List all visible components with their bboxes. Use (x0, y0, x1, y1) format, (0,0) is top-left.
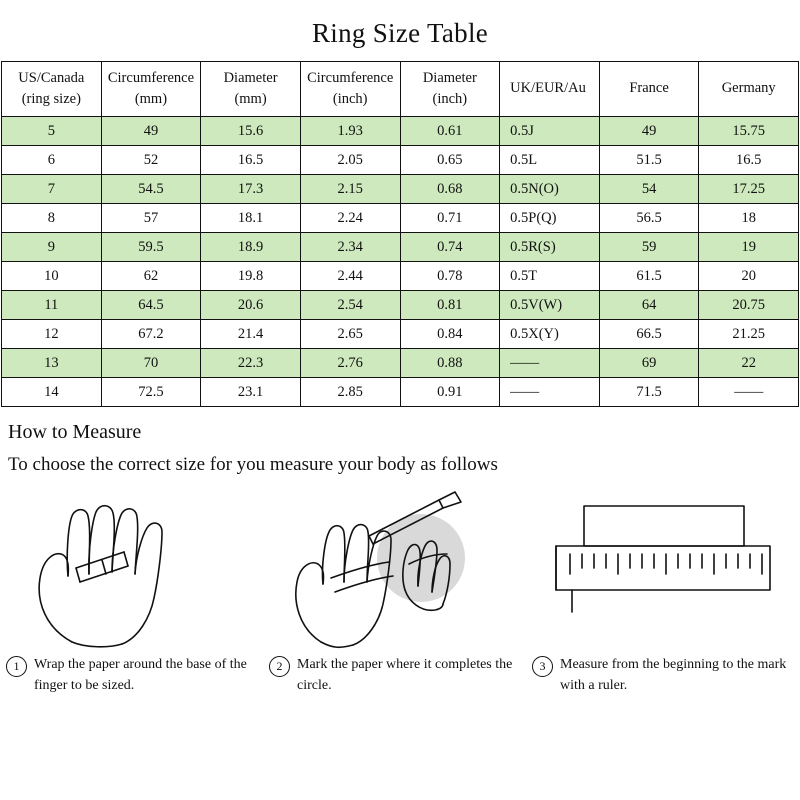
cell-diameter-inch: 0.68 (400, 175, 500, 204)
cell-circumference-mm: 54.5 (101, 175, 201, 204)
cell-us-size: 12 (2, 320, 102, 349)
col-header-line1: Diameter (223, 69, 278, 86)
cell-diameter-mm: 15.6 (201, 117, 301, 146)
cell-circumference-inch: 1.93 (300, 117, 400, 146)
cell-uk-eur-au: 0.5L (500, 146, 600, 175)
table-header (2, 62, 799, 117)
cell-germany: 21.25 (699, 320, 799, 349)
hand-marking-paper-icon (269, 482, 531, 652)
cell-diameter-mm: 16.5 (201, 146, 301, 175)
cell-diameter-inch: 0.65 (400, 146, 500, 175)
cell-circumference-inch: 2.76 (300, 349, 400, 378)
col-header-uk-eur-au (500, 62, 600, 117)
cell-us-size: 13 (2, 349, 102, 378)
step-number-icon: 2 (269, 656, 290, 677)
cell-germany: 17.25 (699, 175, 799, 204)
col-header-france (599, 62, 699, 117)
cell-france: 71.5 (599, 378, 699, 407)
cell-france: 54 (599, 175, 699, 204)
illustration-step-2 (269, 482, 531, 652)
step-1 (6, 654, 268, 696)
cell-france: 64 (599, 291, 699, 320)
cell-circumference-inch: 2.24 (300, 204, 400, 233)
cell-france: 59 (599, 233, 699, 262)
col-header-line2: (inch) (332, 91, 368, 107)
cell-diameter-mm: 23.1 (201, 378, 301, 407)
cell-diameter-mm: 22.3 (201, 349, 301, 378)
cell-circumference-inch: 2.44 (300, 262, 400, 291)
col-header-line1: France (629, 80, 669, 97)
ruler-measure-icon (532, 482, 794, 652)
steps-row (0, 652, 800, 696)
illustration-step-1 (6, 482, 268, 652)
table-row (2, 117, 799, 146)
cell-circumference-inch: 2.15 (300, 175, 400, 204)
table-row (2, 320, 799, 349)
table-body (2, 117, 799, 407)
col-header-line1: US/Canada (18, 69, 85, 86)
cell-diameter-inch: 0.81 (400, 291, 500, 320)
cell-diameter-mm: 20.6 (201, 291, 301, 320)
cell-france: 61.5 (599, 262, 699, 291)
cell-us-size: 6 (2, 146, 102, 175)
cell-france: 56.5 (599, 204, 699, 233)
cell-diameter-inch: 0.78 (400, 262, 500, 291)
cell-uk-eur-au: 0.5J (500, 117, 600, 146)
col-header-line1: Circumference (107, 69, 195, 86)
cell-uk-eur-au: 0.5N(O) (500, 175, 600, 204)
table-header-row (2, 62, 799, 117)
how-to-measure-subheading: To choose the correct size for you measure your body as follows (8, 454, 498, 475)
hand-with-paper-icon (6, 482, 268, 652)
cell-circumference-inch: 2.54 (300, 291, 400, 320)
table-row (2, 378, 799, 407)
col-header-line2: (inch) (432, 91, 468, 107)
cell-us-size: 5 (2, 117, 102, 146)
col-header-line1: Circumference (307, 69, 394, 86)
cell-france: 51.5 (599, 146, 699, 175)
cell-germany: 20 (699, 262, 799, 291)
cell-circumference-mm: 70 (101, 349, 201, 378)
cell-circumference-mm: 57 (101, 204, 201, 233)
col-header-line2: (mm) (234, 91, 267, 107)
cell-diameter-inch: 0.88 (400, 349, 500, 378)
cell-germany: 19 (699, 233, 799, 262)
cell-circumference-mm: 59.5 (101, 233, 201, 262)
cell-france: 66.5 (599, 320, 699, 349)
cell-uk-eur-au: 0.5X(Y) (500, 320, 600, 349)
cell-circumference-mm: 49 (101, 117, 201, 146)
cell-germany: 22 (699, 349, 799, 378)
table-row (2, 204, 799, 233)
table-row (2, 291, 799, 320)
cell-circumference-mm: 67.2 (101, 320, 201, 349)
table-row (2, 262, 799, 291)
cell-circumference-inch: 2.85 (300, 378, 400, 407)
cell-france: 49 (599, 117, 699, 146)
cell-uk-eur-au: 0.5T (500, 262, 600, 291)
cell-diameter-inch: 0.71 (400, 204, 500, 233)
cell-diameter-inch: 0.91 (400, 378, 500, 407)
cell-france: 69 (599, 349, 699, 378)
ring-size-table (1, 61, 799, 407)
step-text: Mark the paper where it completes the circle. (297, 657, 513, 693)
cell-circumference-inch: 2.05 (300, 146, 400, 175)
col-header-line1: Germany (721, 80, 776, 97)
col-header-circumference-inch (300, 62, 400, 117)
cell-uk-eur-au: 0.5P(Q) (500, 204, 600, 233)
cell-us-size: 14 (2, 378, 102, 407)
cell-diameter-mm: 18.9 (201, 233, 301, 262)
cell-diameter-inch: 0.74 (400, 233, 500, 262)
col-header-diameter-mm (201, 62, 301, 117)
cell-uk-eur-au: —— (500, 378, 600, 407)
cell-diameter-inch: 0.84 (400, 320, 500, 349)
cell-uk-eur-au: —— (500, 349, 600, 378)
cell-us-size: 7 (2, 175, 102, 204)
illustration-step-3 (532, 482, 794, 652)
step-text: Measure from the beginning to the mark with a ruler. (560, 657, 787, 693)
illustrations-row (0, 476, 800, 652)
cell-circumference-mm: 62 (101, 262, 201, 291)
cell-uk-eur-au: 0.5R(S) (500, 233, 600, 262)
table-row (2, 146, 799, 175)
col-header-diameter-inch (400, 62, 500, 117)
col-header-line2: (mm) (134, 91, 168, 107)
table-row (2, 349, 799, 378)
cell-diameter-mm: 21.4 (201, 320, 301, 349)
table-row (2, 233, 799, 262)
table-row (2, 175, 799, 204)
cell-us-size: 11 (2, 291, 102, 320)
step-3 (532, 654, 794, 696)
step-2 (269, 654, 531, 696)
cell-diameter-mm: 18.1 (201, 204, 301, 233)
col-header-line1: Diameter (422, 69, 477, 86)
col-header-circumference-mm (101, 62, 201, 117)
cell-germany: 18 (699, 204, 799, 233)
page-title: Ring Size Table (311, 18, 489, 48)
col-header-us-canada (2, 62, 102, 117)
step-number-icon: 3 (532, 656, 553, 677)
cell-germany: —— (699, 378, 799, 407)
cell-germany: 20.75 (699, 291, 799, 320)
cell-diameter-mm: 17.3 (201, 175, 301, 204)
cell-germany: 16.5 (699, 146, 799, 175)
cell-circumference-mm: 72.5 (101, 378, 201, 407)
cell-us-size: 8 (2, 204, 102, 233)
cell-diameter-inch: 0.61 (400, 117, 500, 146)
cell-circumference-inch: 2.34 (300, 233, 400, 262)
step-text: Wrap the paper around the base of the finger to be sized. (34, 657, 247, 693)
step-number-icon: 1 (6, 656, 27, 677)
cell-circumference-mm: 64.5 (101, 291, 201, 320)
cell-uk-eur-au: 0.5V(W) (500, 291, 600, 320)
cell-us-size: 10 (2, 262, 102, 291)
cell-circumference-inch: 2.65 (300, 320, 400, 349)
col-header-line2: (ring size) (21, 91, 81, 107)
col-header-germany (699, 62, 799, 117)
how-to-measure-heading: How to Measure (8, 421, 142, 443)
cell-germany: 15.75 (699, 117, 799, 146)
col-header-line1: UK/EUR/Au (510, 80, 586, 97)
cell-us-size: 9 (2, 233, 102, 262)
cell-circumference-mm: 52 (101, 146, 201, 175)
cell-diameter-mm: 19.8 (201, 262, 301, 291)
